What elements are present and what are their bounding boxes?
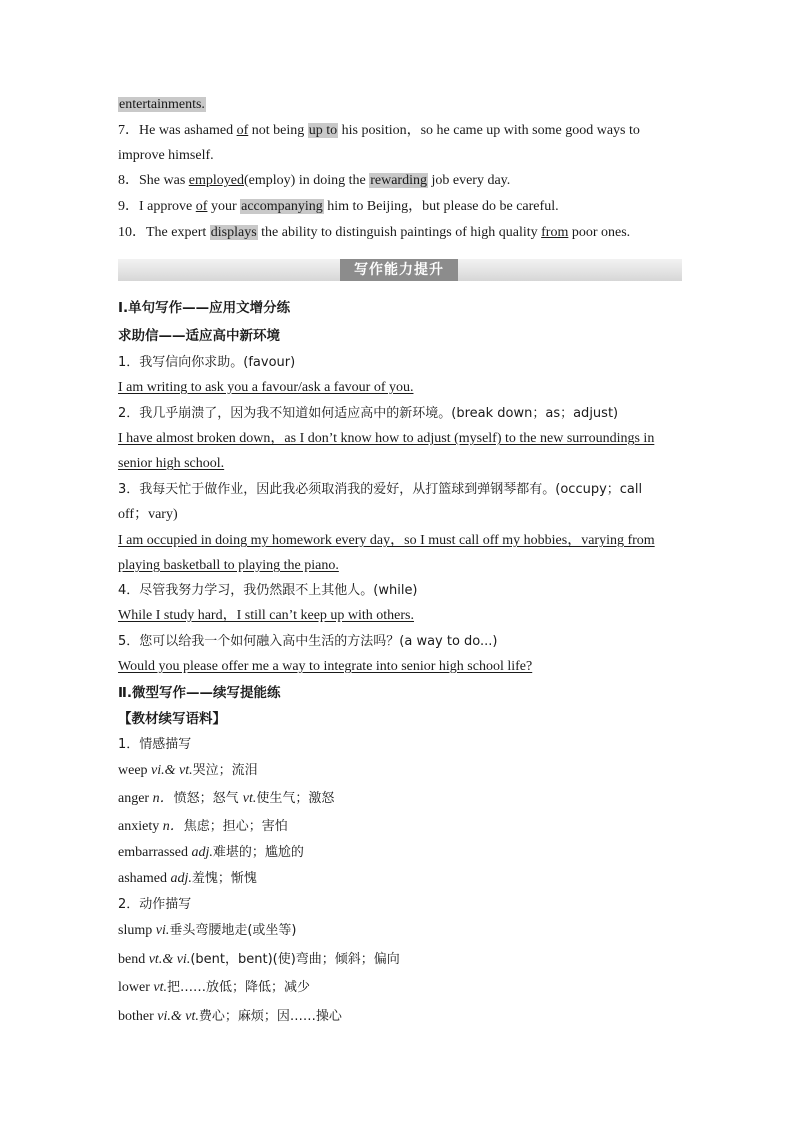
vocab-item: ashamed adj.羞愧；惭愧 (118, 871, 257, 886)
vocab-item: anger n．愤怒；怒气 vt.使生气；激怒 (118, 791, 335, 806)
question-2: 2．我几乎崩溃了，因为我不知道如何适应高中的新环境。(break down；as；adjust) (118, 406, 619, 421)
question-5: 5．您可以给我一个如何融入高中生活的方法吗？(a way to do...) (118, 634, 498, 649)
question-4: 4．尽管我努力学习，我仍然跟不上其他人。(while) (118, 583, 418, 598)
answer-1: I am writing to ask you a favour/ask a favour of you. (118, 380, 414, 395)
vocab-item: weep vi.& vt.哭泣；流泪 (118, 763, 258, 778)
exercise-line-continuation (118, 96, 206, 114)
question-3-continued: off；vary) (118, 507, 178, 522)
answer-3: I am occupied in doing my homework every day，so I must call off my hobbies，varying from (118, 533, 655, 548)
answer-5: Would you please offer me a way to integrate into senior high school life? (118, 659, 533, 674)
question-1: 1．我写信向你求助。(favour) (118, 355, 296, 370)
vocab-item: embarrassed adj.难堪的；尴尬的 (118, 845, 304, 860)
answer-2-continued: senior high school. (118, 456, 225, 471)
question-3: 3．我每天忙于做作业，因此我必须取消我的爱好，从打篮球到弹钢琴都有。(occupy；call (118, 482, 643, 497)
answer-blank: of (195, 199, 208, 214)
exercise-9: 9．I approve of your accompanying him to Beijing，but please do be careful. (118, 199, 559, 214)
vocab-item: lower vt.把……放低；降低；减少 (118, 980, 311, 995)
vocab-item: slump vi.垂头弯腰地走(或坐等) (118, 923, 297, 938)
section-1-heading: Ⅰ.单句写作——应用文增分练 (118, 300, 291, 316)
answer-blank: from (541, 225, 569, 240)
vocab-item: bend vt.& vi.(bent，bent)(使)弯曲；倾斜；偏向 (118, 952, 400, 967)
exercise-10: 10．The expert displays the ability to distinguish paintings of high quality from poor ones. (118, 225, 631, 240)
vocab-item: anxiety n．焦虑；担心；害怕 (118, 819, 288, 834)
vocab-item: bother vi.& vt.费心；麻烦；因……操心 (118, 1009, 342, 1024)
group-2-title: 2．动作描写 (118, 897, 192, 912)
section-banner-title: 写作能力提升 (340, 259, 458, 281)
section-2-heading: Ⅱ.微型写作——续写提能练 (118, 685, 281, 701)
exercise-7-continued: improve himself. (118, 148, 214, 163)
exercise-8: 8．She was employed(employ) in doing the rewarding job every day. (118, 173, 511, 188)
section-1-subheading: 求助信——适应高中新环境 (118, 328, 280, 344)
material-label: 【教材续写语料】 (118, 711, 226, 727)
answer-highlight: rewarding (370, 173, 427, 188)
answer-highlight: up to (308, 123, 338, 138)
answer-4: While I study hard，I still can’t keep up with others. (118, 608, 415, 623)
answer-highlight: entertainments. (119, 97, 205, 112)
answer-highlight: accompanying (241, 199, 323, 214)
exercise-7: 7．He was ashamed of not being up to his position，so he came up with some good ways to (118, 123, 640, 138)
answer-blank: of (236, 123, 249, 138)
answer-blank: employed (188, 173, 244, 188)
answer-highlight: displays (210, 225, 257, 240)
answer-2: I have almost broken down，as I don’t know how to adjust (myself) to the new surroundings in (118, 431, 655, 446)
group-1-title: 1．情感描写 (118, 737, 192, 752)
answer-3-continued: playing basketball to playing the piano. (118, 558, 339, 573)
